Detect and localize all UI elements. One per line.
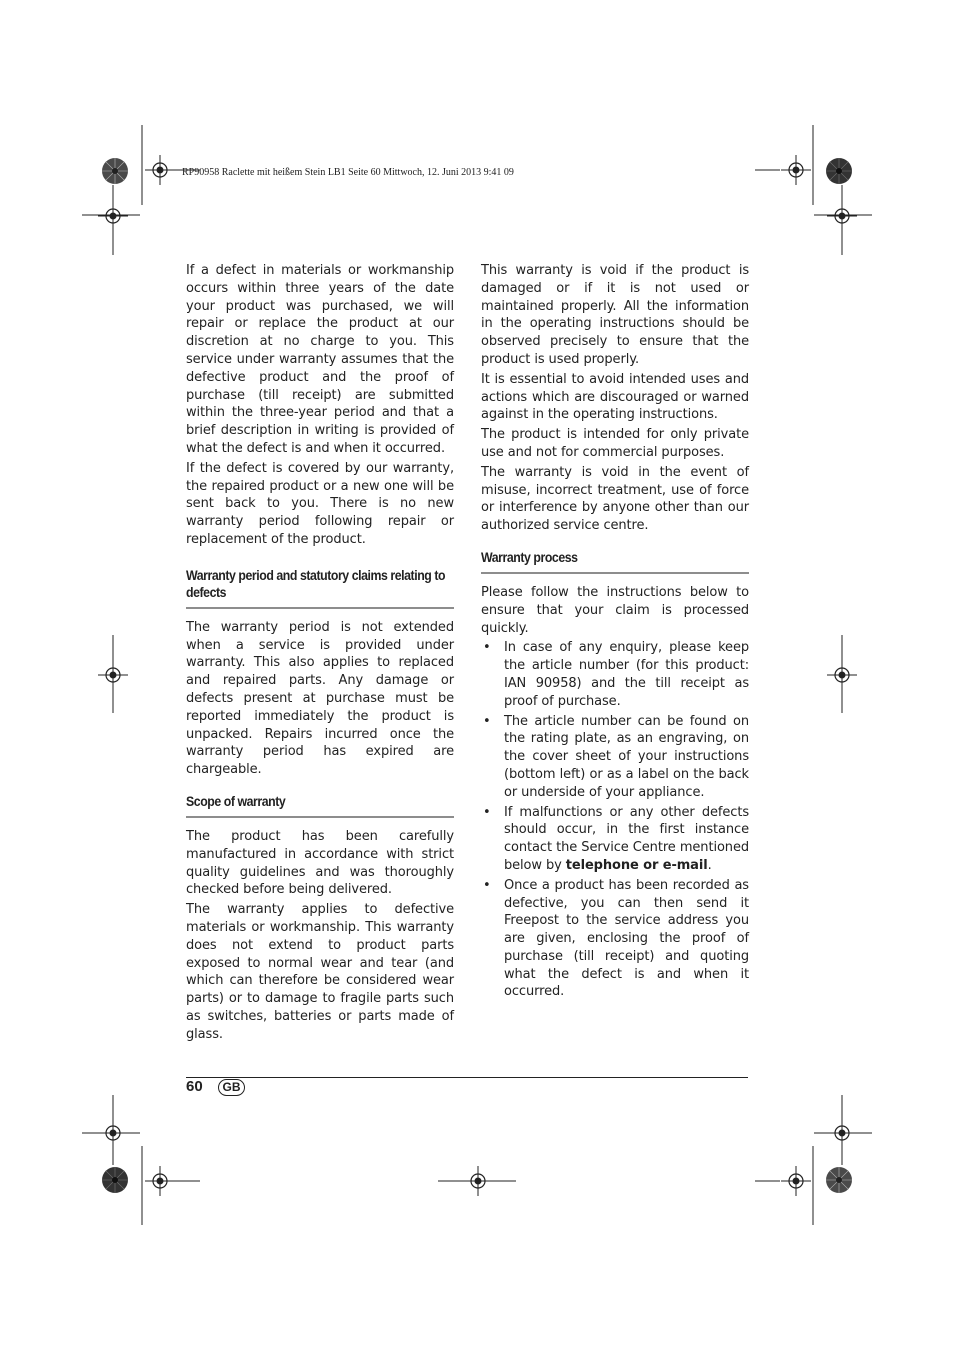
print-slug: RP90958 Raclette mit heißem Stein LB1 Seite 60 Mittwoch, 12. Juni 2013 9:41 09 — [182, 167, 514, 178]
color-wheel-icon — [825, 1166, 853, 1194]
color-wheel-icon — [825, 157, 853, 185]
paragraph: The warranty period is not extended when a service is provided under warranty. This also applies to replaced and repaired parts. Any damage or defects present at purchase must be reported immediately the product is unpacked. Repairs incurred once the warranty period has expired are chargeable. — [186, 619, 454, 778]
color-wheel-icon — [101, 157, 129, 185]
list-item-text: Once a product has been recorded as defective, you can then send it Freepost to the service address you are given, enclosing the proof of purchase (till receipt) and quoting what the defect is and when it occurred. — [504, 877, 749, 1000]
list-item-text-end: . — [707, 857, 712, 873]
bullet-icon: • — [483, 713, 491, 729]
paragraph: The product has been carefully manufactured in accordance with strict quality guidelines and was thoroughly checked before being delivered. — [186, 828, 454, 898]
language-badge: GB — [218, 1079, 245, 1096]
bullet-icon: • — [483, 804, 491, 820]
paragraph: The warranty applies to defective materials or workmanship. This warranty does not extend to product parts exposed to normal wear and tear (and which can therefore be considered wear parts) or to damage to fragile parts such as switches, batteries or parts made of glass. — [186, 902, 454, 1042]
paragraph: The product is intended for only private use and not for commercial purposes. — [481, 427, 749, 460]
paragraph: It is essential to avoid intended uses and actions which are discouraged or warned against in the operating instructions. — [481, 371, 749, 423]
list-item-text: The article number can be found on the rating plate, as an engraving, on the cover sheet of your instructions (bottom left) or as a label on the back or underside of your appliance. — [504, 713, 749, 800]
paragraph: If the defect is covered by our warranty, the repaired product or a new one will be sent back to you. There is no new warranty period following repair or replacement of the product. — [186, 460, 454, 547]
bullet-icon: • — [483, 640, 491, 656]
contact-method: telephone or e-mail — [565, 857, 708, 873]
paragraph: This warranty is void if the product is damaged or if it is not used or maintained properly. All the information in the operating instructions should be observed precisely to ensure that the product is used properly. — [481, 263, 749, 367]
section-heading-process: Warranty process — [481, 548, 578, 565]
page-number: 60 — [186, 1078, 203, 1095]
section-heading-warranty-period: Warranty period and statutory claims relating to defects — [186, 566, 446, 600]
color-wheel-icon — [101, 1166, 129, 1194]
bullet-icon: • — [483, 877, 491, 893]
list-item-text-part: If malfunctions or any other defects should occur, in the first instance contact the Service Centre mentioned below by — [504, 804, 749, 873]
list-item-text: In case of any enquiry, please keep the article number (for this product: IAN 90958) and the till receipt as proof of purchase. — [504, 640, 749, 709]
paragraph: If a defect in materials or workmanship occurs within three years of the date your product was purchased, we will repair or replace the product at our discretion at no charge to you. This service under warranty assumes that the defective product and the proof of purchase (till receipt) are submitted within the three-year period and that a brief description in writing is provided of what the defect is and when it occurred. — [186, 263, 454, 456]
paragraph: The warranty is void in the event of misuse, incorrect treatment, use of force or interference by anyone other than our authorized service centre. — [481, 464, 749, 534]
section-heading-scope: Scope of warranty — [186, 792, 286, 809]
paragraph: Please follow the instructions below to ensure that your claim is processed quickly. — [481, 584, 749, 636]
